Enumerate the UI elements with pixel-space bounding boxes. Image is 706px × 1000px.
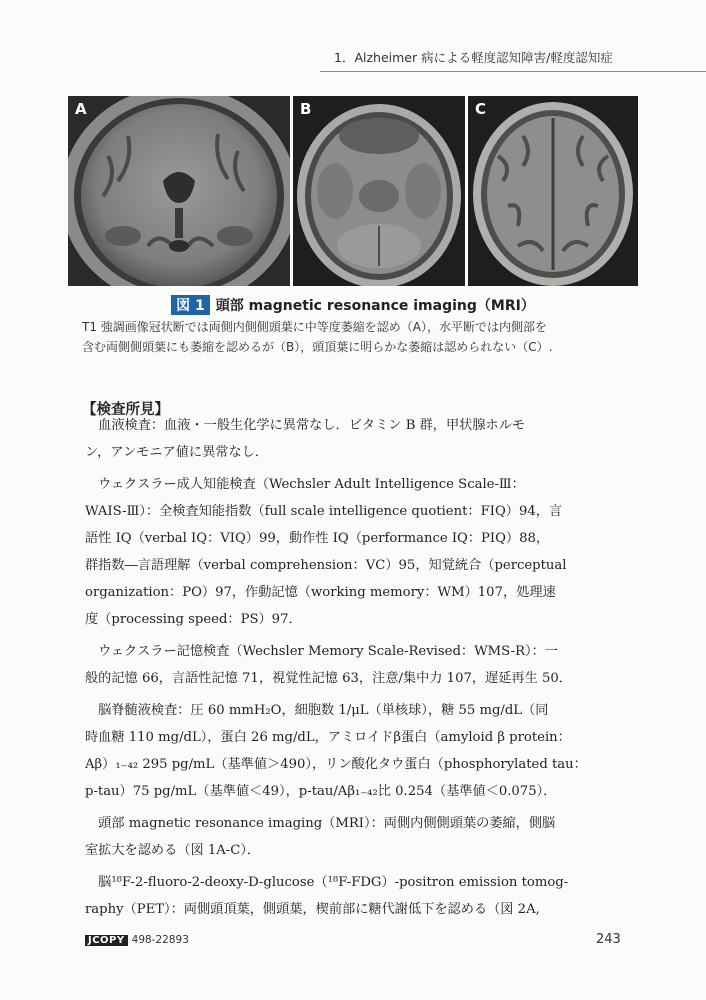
caption-line: T1 強調画像冠状断では両側内側側頭葉に中等度萎縮を認め（A），水平断では内側部を (82, 320, 547, 334)
text-line: ウェクスラー記憶検査（Wechsler Memory Scale-Revised：WMS-R）：一 (85, 644, 559, 659)
mri-panel-a (68, 96, 290, 286)
text-line: 頭部 magnetic resonance imaging（MRI）：両側内側側頭葉の萎縮，側脳 (85, 816, 556, 831)
text-line: ン，アンモニア値に異常なし． (85, 445, 269, 460)
text-line: organization：PO）97，作動記憶（working memory：WM）107，処理速 (85, 585, 556, 600)
text-line: 語性 IQ（verbal IQ：VIQ）99，動作性 IQ（performance IQ：PIQ）88， (85, 531, 550, 546)
panel-label-c: C (475, 100, 487, 118)
paragraph-wais (85, 471, 629, 633)
coronal-mri-image (68, 96, 290, 286)
figure-caption-text (82, 317, 630, 357)
text-line: 般的記憶 66，言語性記憶 71，視覚性記憶 63，注意/集中力 107，遅延再生 50． (85, 671, 572, 686)
text-line: p-tau）75 pg/mL（基準値＜49），p-tau/Aβ₁₋₄₂比 0.254（基準値＜0.075）． (85, 784, 557, 799)
paragraph-pet (85, 869, 629, 923)
footer-copyright (85, 934, 189, 946)
axial-parietal-mri-image (468, 96, 638, 286)
text-line: raphy（PET）：両側頭頂葉，側頭葉，楔前部に糖代謝低下を認める（図 2A, (85, 902, 540, 917)
footer-code: 498-22893 (131, 934, 189, 946)
text-line: 脳脊髄液検査：圧 60 mmH₂O，細胞数 1/μL（単核球），糖 55 mg/dL（同 (85, 703, 549, 718)
section-body (85, 412, 629, 923)
text-line: Aβ）₁₋₄₂ 295 pg/mL（基準値＞490），リン酸化タウ蛋白（phosphorylated tau： (85, 757, 587, 772)
section-heading: 【検査所見】 (82, 402, 169, 418)
page-number: 243 (596, 932, 621, 947)
text-line: 度（processing speed：PS）97． (85, 612, 302, 627)
mri-panel-b (293, 96, 465, 286)
figure-caption-title (0, 295, 706, 315)
figure-title: 頭部 magnetic resonance imaging（MRI） (215, 298, 535, 314)
figure-tag: 図 1 (171, 295, 210, 315)
running-header: 1．Alzheimer 病による軽度認知障害/軽度認知症 (320, 50, 706, 72)
caption-line: 含む両側側頭葉にも萎縮を認めるが（B），頭頂葉に明らかな萎縮は認められない（C）. (82, 340, 553, 354)
text-line: 血液検査：血液・一般生化学に異常なし．ビタミン B 群，甲状腺ホルモ (85, 418, 526, 433)
text-line: 脳¹⁸F-2-fluoro-2-deoxy-D-glucose（¹⁸F-FDG）-positron emission tomog- (85, 875, 569, 890)
text-line: 時血糖 110 mg/dL），蛋白 26 mg/dL，アミロイドβ蛋白（amyloid β protein： (85, 730, 571, 745)
text-line: 群指数―言語理解（verbal comprehension：VC）95，知覚統合（perceptual (85, 558, 567, 573)
paragraph-mri (85, 810, 629, 864)
jcopy-logo: JCOPY (85, 935, 128, 946)
axial-temporal-mri-image (293, 96, 465, 286)
text-line: 室拡大を認める（図 1A-C）． (85, 843, 261, 858)
paragraph-blood-test (85, 412, 629, 466)
text-line: ウェクスラー成人知能検査（Wechsler Adult Intelligence Scale-Ⅲ： (85, 477, 525, 492)
paragraph-wms (85, 638, 629, 692)
panel-label-a: A (75, 100, 87, 118)
text-line: WAIS-Ⅲ）：全検査知能指数（full scale intelligence quotient：FIQ）94，言 (85, 504, 563, 519)
paragraph-csf (85, 697, 629, 805)
mri-panel-c (468, 96, 638, 286)
panel-label-b: B (300, 100, 312, 118)
